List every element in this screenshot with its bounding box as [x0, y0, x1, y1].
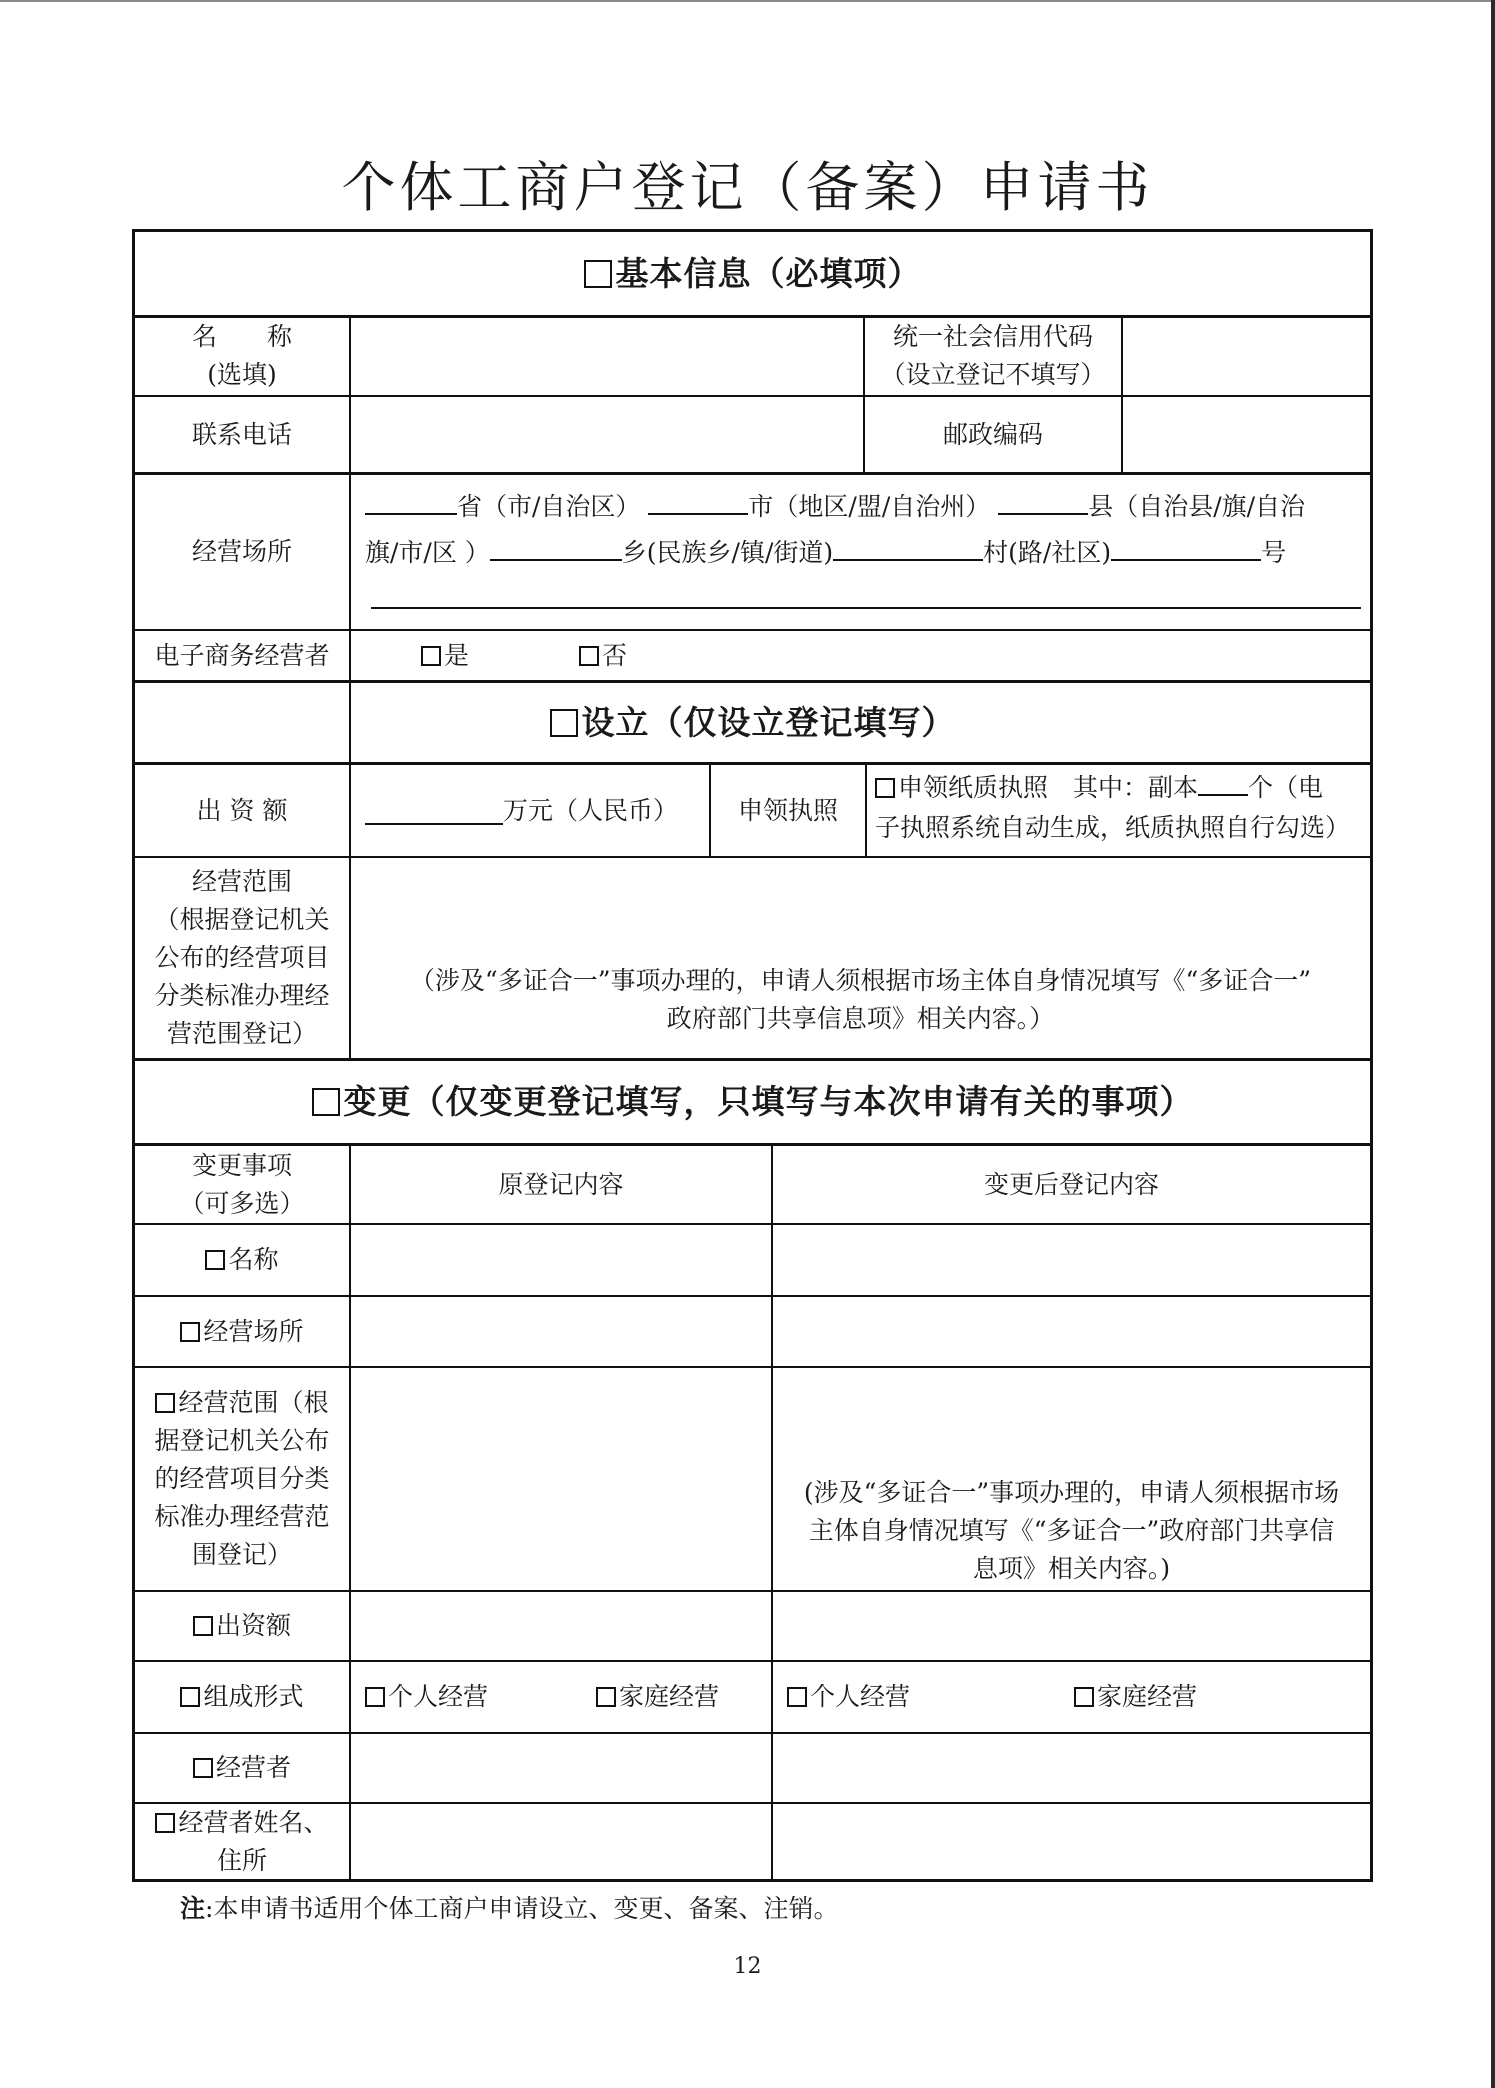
change-operator-info-item: [135, 1804, 349, 1879]
original-content-header: 原登记内容: [498, 1169, 624, 1199]
change-operator-original[interactable]: [351, 1734, 771, 1802]
after-individual-label: 个人经营: [810, 1682, 911, 1711]
township-text: 乡(民族乡/镇/街道): [621, 538, 834, 567]
postcode-input[interactable]: [1123, 397, 1370, 472]
change-premises-item: [135, 1297, 349, 1366]
original-individual-label: 个人经营: [388, 1682, 489, 1711]
capital-unit: 万元（人民币）: [503, 795, 679, 825]
change-operator-info-original[interactable]: [351, 1804, 771, 1879]
footnote-prefix: 注: [180, 1894, 206, 1923]
establish-checkbox[interactable]: [550, 709, 578, 737]
change-operator-info-label-2: 住所: [216, 1845, 267, 1875]
name-label-text: 名 称: [191, 322, 292, 351]
change-name-label: 名称: [228, 1245, 279, 1274]
ecommerce-options: [351, 631, 1370, 680]
scope-note-line-2: 政府部门共享信息项》相关内容。）: [666, 1004, 1055, 1033]
credit-code-label: [865, 317, 1121, 395]
change-operator-info-after[interactable]: [773, 1804, 1370, 1879]
scope-label-line: 经营范围: [191, 867, 292, 896]
basic-info-heading-text: 基本信息（必填项）: [615, 253, 922, 293]
change-name-checkbox[interactable]: [205, 1250, 225, 1270]
change-name-original[interactable]: [351, 1225, 771, 1295]
change-scope-label-line: 标准办理经营范: [154, 1502, 330, 1531]
license-line-2: 子执照系统自动生成，纸质执照自行勾选）: [875, 813, 1351, 842]
change-operator-item: [135, 1734, 349, 1802]
change-operator-after[interactable]: [773, 1734, 1370, 1802]
license-options: [875, 768, 1370, 856]
name-input[interactable]: [351, 317, 863, 395]
change-premises-label: 经营场所: [203, 1316, 304, 1346]
capital-label: 出 资 额: [196, 795, 288, 825]
scope-label-line: 公布的经营项目: [154, 943, 330, 972]
phone-label: 联系电话: [191, 419, 292, 449]
name-label: [135, 317, 349, 395]
ecommerce-label: 电子商务经营者: [154, 640, 330, 670]
change-form-original: [351, 1662, 771, 1732]
change-checkbox[interactable]: [312, 1088, 340, 1116]
province-text: 省（市/自治区）: [457, 492, 641, 521]
change-scope-label-line: [155, 1384, 328, 1422]
change-form-item: [135, 1662, 349, 1732]
credit-code-label-text: 统一社会信用代码: [892, 322, 1093, 351]
paper-license-text: 申领纸质执照 其中：副本: [898, 773, 1199, 802]
change-capital-label: 出资额: [215, 1611, 291, 1640]
ecommerce-yes-label: 是: [444, 640, 470, 670]
change-capital-original[interactable]: [351, 1592, 771, 1660]
credit-code-note: （设立登记不填写）: [880, 360, 1106, 389]
change-scope-checkbox[interactable]: [155, 1393, 175, 1413]
after-family-checkbox[interactable]: [1074, 1687, 1094, 1707]
credit-code-input[interactable]: [1123, 317, 1370, 395]
name-optional-label: (选填): [207, 360, 277, 389]
copy-count-blank[interactable]: [1198, 768, 1248, 796]
after-individual-checkbox[interactable]: [787, 1687, 807, 1707]
change-item-header: [135, 1146, 349, 1223]
scope-label-line: （根据登记机关: [154, 905, 330, 934]
footnote-text: :本申请书适用个体工商户申请设立、变更、备案、注销。: [205, 1894, 839, 1923]
change-premises-original[interactable]: [351, 1297, 771, 1366]
change-operator-label: 经营者: [215, 1753, 291, 1782]
ecommerce-yes-checkbox[interactable]: [421, 646, 441, 666]
original-family-checkbox[interactable]: [596, 1687, 616, 1707]
scope-label: [135, 858, 349, 1058]
basic-info-heading: [135, 232, 1370, 315]
change-capital-item: [135, 1592, 349, 1660]
village-text: 村(路/社区): [983, 538, 1112, 567]
change-scope-label-line: 的经营项目分类: [154, 1464, 330, 1493]
establish-heading-text: 设立（仅设立登记填写）: [581, 702, 956, 742]
number-text: 号: [1261, 538, 1287, 567]
ecommerce-no-label: 否: [602, 640, 628, 670]
address-line-3-blank[interactable]: [371, 607, 1361, 609]
city-text: 市（地区/盟/自治州）: [748, 492, 991, 521]
change-operator-checkbox[interactable]: [193, 1758, 213, 1778]
scope-note-line-1: （涉及“多证合一”事项办理的，申请人须根据市场主体自身情况填写《“多证合一”: [409, 966, 1312, 995]
license-line-1: [875, 768, 1370, 808]
basic-info-checkbox[interactable]: [584, 260, 612, 288]
postcode-label: 邮政编码: [942, 419, 1043, 449]
change-scope-item: [135, 1368, 349, 1590]
change-name-item: [135, 1225, 349, 1295]
change-scope-label-line: 围登记）: [191, 1540, 292, 1569]
change-capital-after[interactable]: [773, 1592, 1370, 1660]
township-blank[interactable]: [490, 533, 622, 561]
change-heading-text: 变更（仅变更登记填写，只填写与本次申请有关的事项）: [343, 1082, 1194, 1121]
change-scope-label-line: 据登记机关公布: [154, 1426, 330, 1455]
county-blank[interactable]: [998, 487, 1088, 515]
after-family-label: 家庭经营: [1097, 1682, 1198, 1711]
change-capital-checkbox[interactable]: [193, 1616, 213, 1636]
change-scope-after[interactable]: [773, 1368, 1370, 1590]
change-name-after[interactable]: [773, 1225, 1370, 1295]
city-blank[interactable]: [648, 487, 748, 515]
scope-label-line: 营范围登记）: [166, 1019, 317, 1048]
original-family-label: 家庭经营: [619, 1682, 720, 1711]
establish-heading: [135, 683, 1370, 762]
copy-count-unit: 个（电: [1248, 773, 1324, 802]
page-right-edge: [1491, 0, 1495, 2088]
change-scope-note-line: 主体自身情况填写《“多证合一”政府部门共享信: [808, 1516, 1335, 1545]
page-number: 12: [733, 1954, 762, 1979]
premises-label: 经营场所: [191, 537, 292, 566]
change-scope-note-line: 息项》相关内容。): [972, 1554, 1171, 1583]
change-item-header-text: 变更事项: [191, 1150, 292, 1180]
county-text: 县（自治县/旗/自治: [1088, 492, 1306, 521]
change-form-after: [773, 1662, 1370, 1732]
change-operator-info-label: 经营者姓名、: [178, 1807, 329, 1837]
change-scope-original[interactable]: [351, 1368, 771, 1590]
province-blank[interactable]: [365, 487, 457, 515]
page-title: 个体工商户登记（备案）申请书: [341, 156, 1154, 219]
footnote: [180, 1889, 838, 1925]
change-operator-info-line: [155, 1804, 328, 1842]
change-scope-label-text: 经营范围（根: [178, 1388, 329, 1417]
capital-field: [351, 765, 709, 856]
license-label: 申领执照: [737, 795, 838, 825]
village-blank[interactable]: [833, 533, 983, 561]
change-scope-note-line: (涉及“多证合一”事项办理的，申请人须根据市场: [803, 1478, 1340, 1507]
address-line-1: [365, 487, 1305, 524]
application-form: [132, 229, 1373, 1882]
change-item-header-note: （可多选）: [179, 1188, 305, 1218]
change-form-label: 组成形式: [203, 1682, 304, 1711]
phone-input[interactable]: [351, 397, 863, 472]
change-operator-info-checkbox[interactable]: [155, 1813, 175, 1833]
change-form-checkbox[interactable]: [180, 1687, 200, 1707]
address-line-2: [365, 533, 1286, 570]
county-text-cont: 旗/市/区 ）: [365, 538, 490, 567]
scope-label-line: 分类标准办理经: [154, 981, 330, 1010]
premises-address: [351, 475, 1370, 629]
capital-blank[interactable]: [365, 797, 503, 825]
paper-license-checkbox[interactable]: [875, 778, 895, 798]
ecommerce-no-checkbox[interactable]: [579, 646, 599, 666]
number-blank[interactable]: [1111, 533, 1261, 561]
scope-input[interactable]: [351, 858, 1370, 1058]
change-heading: [135, 1061, 1370, 1143]
change-premises-after[interactable]: [773, 1297, 1370, 1366]
divider: [865, 765, 867, 856]
change-premises-checkbox[interactable]: [180, 1322, 200, 1342]
page-top-edge: [0, 0, 1495, 2]
after-content-header: 变更后登记内容: [983, 1169, 1159, 1199]
original-individual-checkbox[interactable]: [365, 1687, 385, 1707]
